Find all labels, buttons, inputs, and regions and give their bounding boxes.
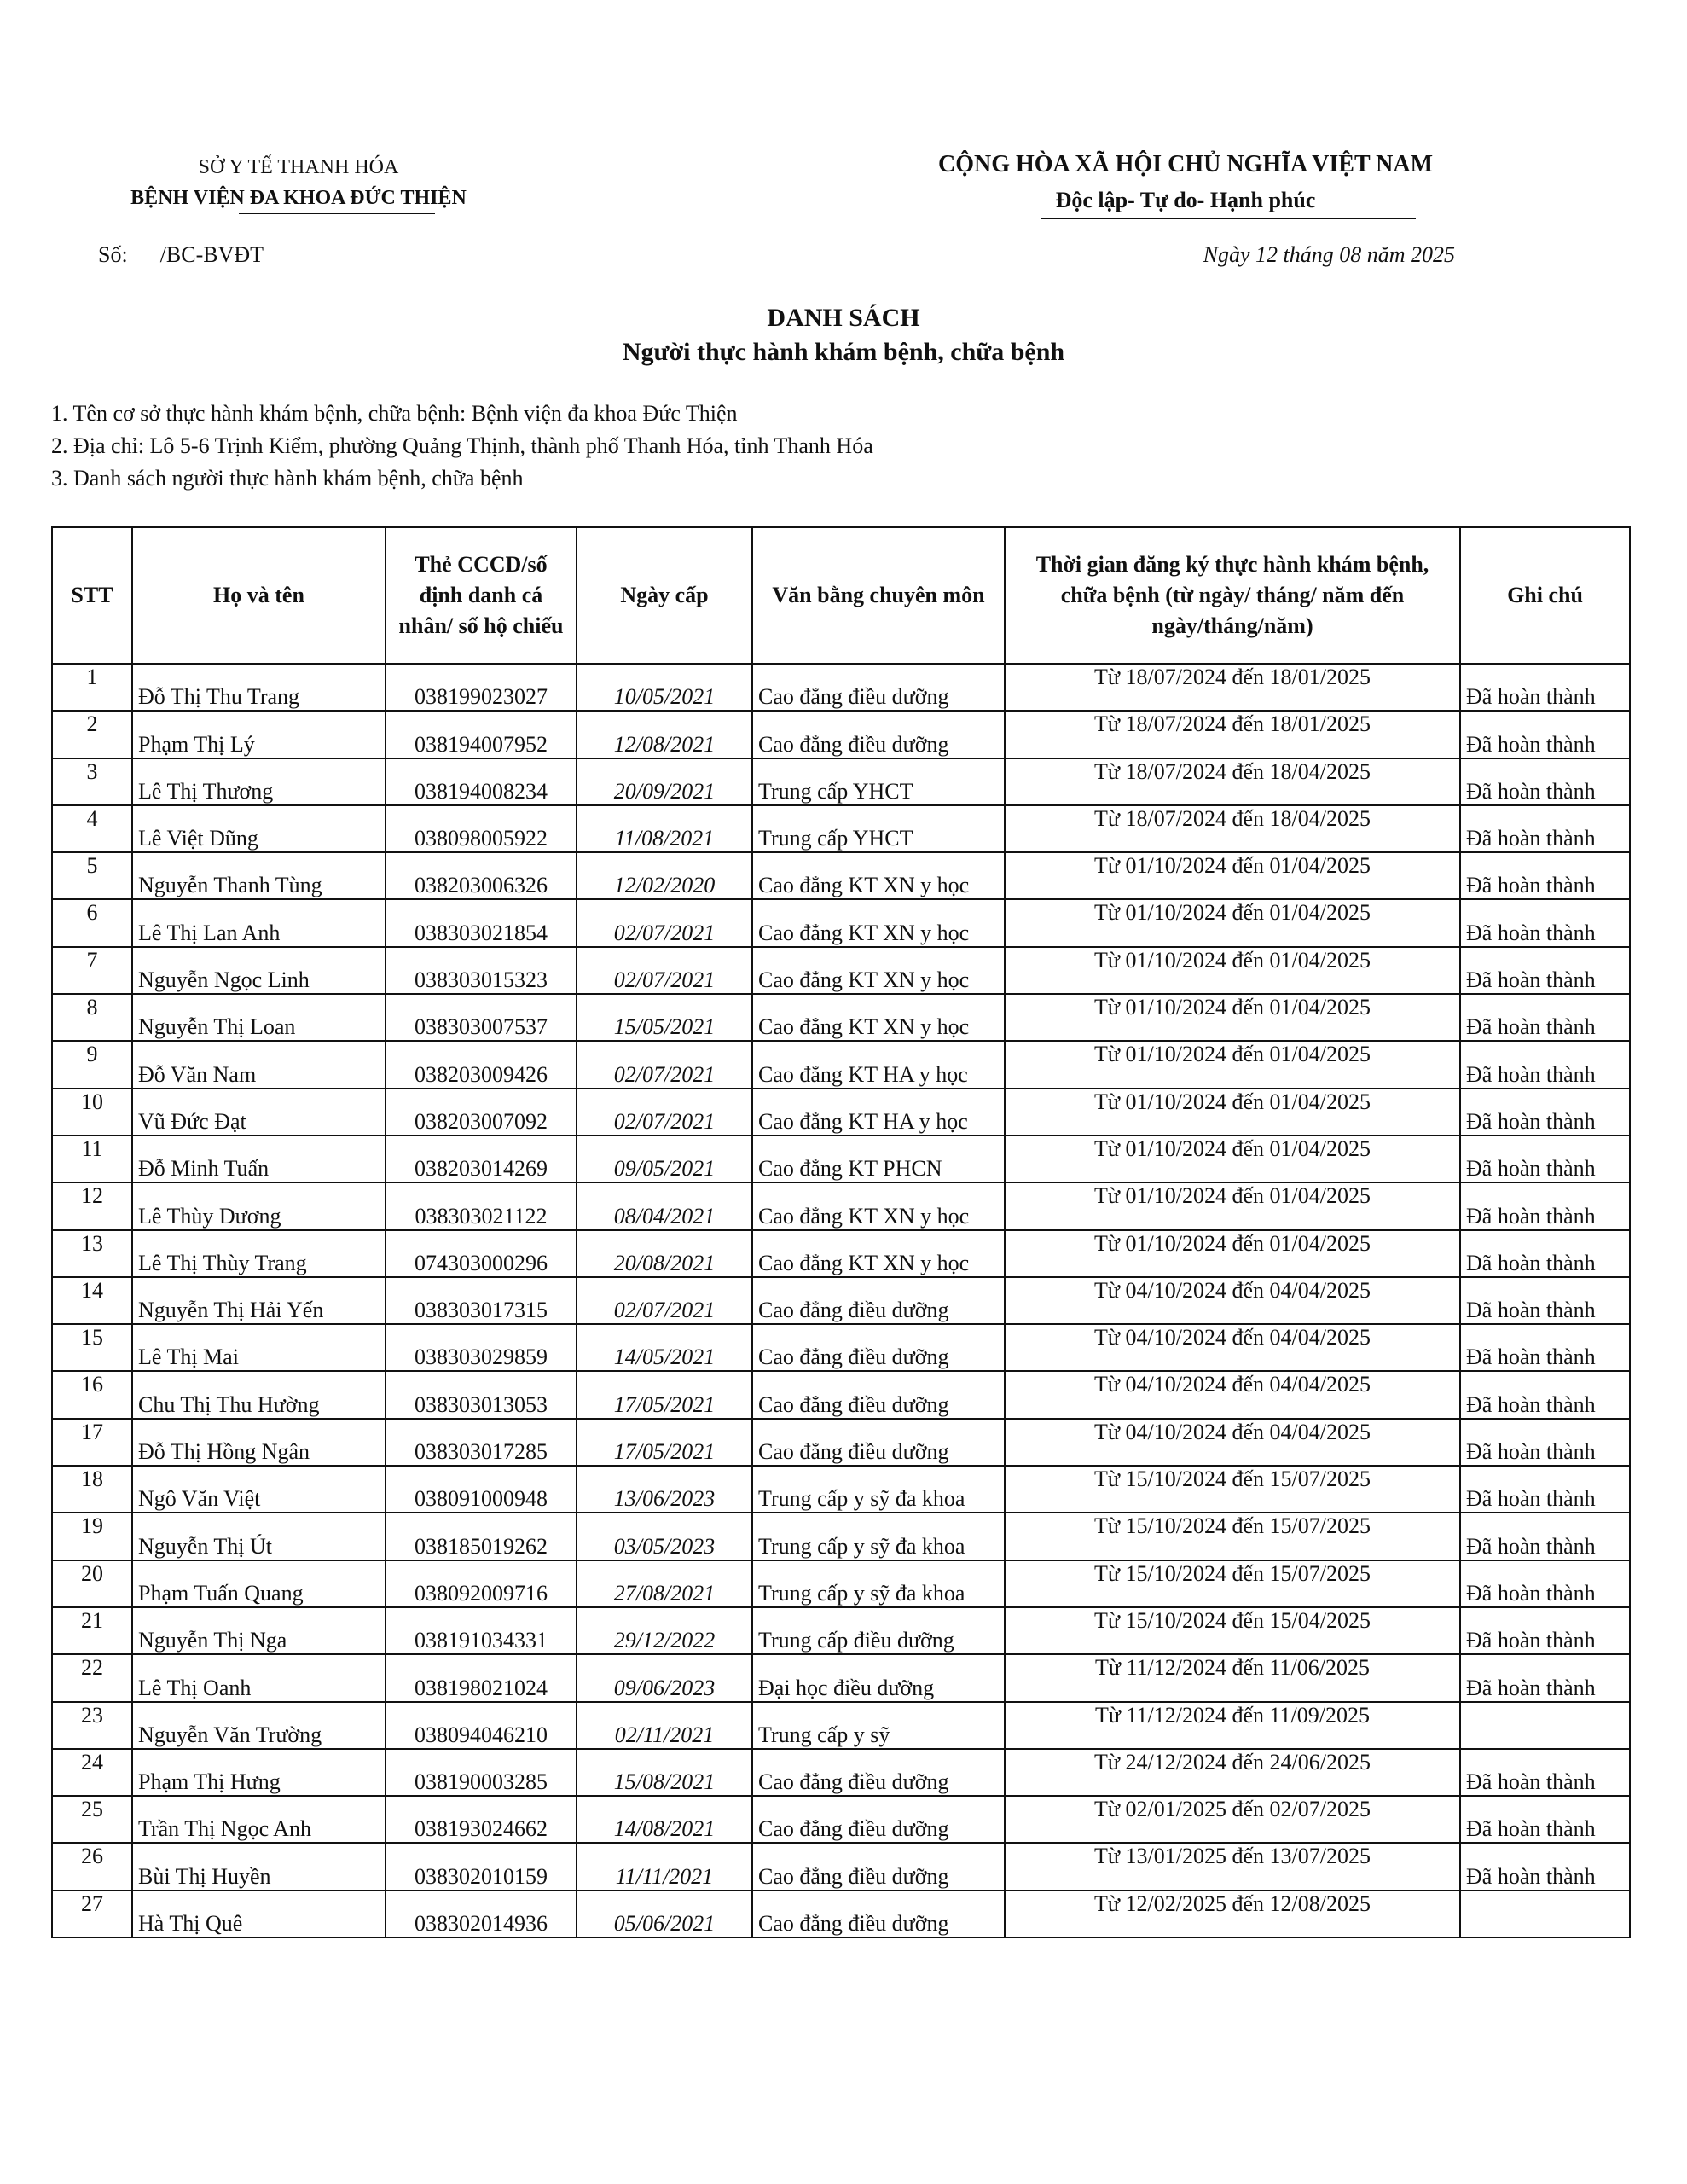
document-date: Ngày 12 tháng 08 năm 2025 <box>1203 242 1455 267</box>
person-name: Chu Thị Thu Hường <box>132 1371 386 1418</box>
id-number: 074303000296 <box>386 1230 577 1277</box>
table-row <box>52 1419 1630 1466</box>
issue-date: 11/08/2021 <box>577 805 752 852</box>
table-row <box>52 1654 1630 1701</box>
degree: Trung cấp y sỹ đa khoa <box>752 1466 1005 1513</box>
row-stt: 12 <box>52 1182 132 1229</box>
table-row <box>52 1136 1630 1182</box>
row-stt: 27 <box>52 1891 132 1937</box>
person-name: Nguyễn Ngọc Linh <box>132 947 386 994</box>
person-name: Lê Thị Thương <box>132 758 386 805</box>
country-name: CỘNG HÒA XÃ HỘI CHỦ NGHĨA VIỆT NAM <box>937 151 1434 177</box>
id-number: 038199023027 <box>386 664 577 711</box>
header-right-underline <box>1041 218 1416 219</box>
col-header-id: Thẻ CCCD/số định danh cá nhân/ số hộ chiếu <box>386 527 577 664</box>
table-row <box>52 1560 1630 1607</box>
row-stt: 24 <box>52 1749 132 1796</box>
note: Đã hoàn thành <box>1460 1230 1630 1277</box>
table-row <box>52 852 1630 899</box>
issue-date: 02/07/2021 <box>577 1277 752 1324</box>
practice-period: Từ 01/10/2024 đến 01/04/2025 <box>1005 1089 1460 1136</box>
row-stt: 20 <box>52 1560 132 1607</box>
issue-date: 14/08/2021 <box>577 1796 752 1843</box>
info-line-address: 2. Địa chỉ: Lô 5-6 Trịnh Kiểm, phường Quảng Thịnh, thành phố Thanh Hóa, tỉnh Thanh Hóa <box>51 433 873 458</box>
note: Đã hoàn thành <box>1460 1041 1630 1088</box>
table-row <box>52 1230 1630 1277</box>
degree: Cao đẳng KT XN y học <box>752 994 1005 1041</box>
table-row <box>52 1182 1630 1229</box>
table-row <box>52 1371 1630 1418</box>
note: Đã hoàn thành <box>1460 1796 1630 1843</box>
info-line-facility: 1. Tên cơ sở thực hành khám bệnh, chữa bệnh: Bệnh viện đa khoa Đức Thiện <box>51 401 738 426</box>
header-left-underline <box>239 213 435 214</box>
id-number: 038303015323 <box>386 947 577 994</box>
person-name: Nguyễn Thị Hải Yến <box>132 1277 386 1324</box>
document-number-value: /BC-BVĐT <box>159 242 264 267</box>
person-name: Ngô Văn Việt <box>132 1466 386 1513</box>
person-name: Lê Thị Mai <box>132 1324 386 1371</box>
practice-period: Từ 12/02/2025 đến 12/08/2025 <box>1005 1891 1460 1937</box>
degree: Cao đẳng KT XN y học <box>752 852 1005 899</box>
practice-period: Từ 01/10/2024 đến 01/04/2025 <box>1005 1136 1460 1182</box>
id-number: 038185019262 <box>386 1513 577 1560</box>
degree: Trung cấp YHCT <box>752 805 1005 852</box>
note: Đã hoàn thành <box>1460 1466 1630 1513</box>
id-number: 038191034331 <box>386 1607 577 1654</box>
table-row <box>52 994 1630 1041</box>
row-stt: 15 <box>52 1324 132 1371</box>
table-row <box>52 1513 1630 1560</box>
degree: Trung cấp điều dưỡng <box>752 1607 1005 1654</box>
id-number: 038303021122 <box>386 1182 577 1229</box>
table-row <box>52 1466 1630 1513</box>
issue-date: 12/02/2020 <box>577 852 752 899</box>
national-motto <box>921 147 1450 218</box>
note: Đã hoàn thành <box>1460 1607 1630 1654</box>
practice-period: Từ 18/07/2024 đến 18/04/2025 <box>1005 805 1460 852</box>
document-title: DANH SÁCH <box>767 304 920 332</box>
degree: Cao đẳng điều dưỡng <box>752 1749 1005 1796</box>
table-row <box>52 1749 1630 1796</box>
note: Đã hoàn thành <box>1460 1136 1630 1182</box>
person-name: Đỗ Thị Hồng Ngân <box>132 1419 386 1466</box>
id-number: 038203014269 <box>386 1136 577 1182</box>
degree: Cao đẳng điều dưỡng <box>752 1843 1005 1890</box>
id-number: 038303017285 <box>386 1419 577 1466</box>
id-number: 038194008234 <box>386 758 577 805</box>
practice-period: Từ 11/12/2024 đến 11/06/2025 <box>1005 1654 1460 1701</box>
note: Đã hoàn thành <box>1460 1560 1630 1607</box>
row-stt: 9 <box>52 1041 132 1088</box>
note: Đã hoàn thành <box>1460 1089 1630 1136</box>
row-stt: 26 <box>52 1843 132 1890</box>
table-row <box>52 947 1630 994</box>
row-stt: 6 <box>52 899 132 946</box>
practice-period: Từ 01/10/2024 đến 01/04/2025 <box>1005 1182 1460 1229</box>
person-name: Nguyễn Thị Loan <box>132 994 386 1041</box>
row-stt: 21 <box>52 1607 132 1654</box>
col-header-name: Họ và tên <box>132 527 386 664</box>
issue-date: 05/06/2021 <box>577 1891 752 1937</box>
issue-date: 09/05/2021 <box>577 1136 752 1182</box>
row-stt: 14 <box>52 1277 132 1324</box>
note: Đã hoàn thành <box>1460 1749 1630 1796</box>
person-name: Đỗ Thị Thu Trang <box>132 664 386 711</box>
practice-period: Từ 15/10/2024 đến 15/07/2025 <box>1005 1513 1460 1560</box>
table-row <box>52 899 1630 946</box>
person-name: Lê Thị Thùy Trang <box>132 1230 386 1277</box>
person-name: Nguyễn Thanh Tùng <box>132 852 386 899</box>
practice-period: Từ 13/01/2025 đến 13/07/2025 <box>1005 1843 1460 1890</box>
practice-period: Từ 01/10/2024 đến 01/04/2025 <box>1005 1041 1460 1088</box>
id-number: 038303013053 <box>386 1371 577 1418</box>
person-name: Hà Thị Quê <box>132 1891 386 1937</box>
issue-date: 14/05/2021 <box>577 1324 752 1371</box>
id-number: 038091000948 <box>386 1466 577 1513</box>
col-header-issue-date: Ngày cấp <box>577 527 752 664</box>
row-stt: 25 <box>52 1796 132 1843</box>
col-header-stt: STT <box>52 527 132 664</box>
note: Đã hoàn thành <box>1460 852 1630 899</box>
degree: Cao đẳng điều dưỡng <box>752 1371 1005 1418</box>
note: Đã hoàn thành <box>1460 805 1630 852</box>
issue-date: 02/07/2021 <box>577 1089 752 1136</box>
person-name: Phạm Tuấn Quang <box>132 1560 386 1607</box>
row-stt: 2 <box>52 711 132 758</box>
row-stt: 18 <box>52 1466 132 1513</box>
practice-period: Từ 11/12/2024 đến 11/09/2025 <box>1005 1702 1460 1749</box>
practice-period: Từ 01/10/2024 đến 01/04/2025 <box>1005 852 1460 899</box>
person-name: Trần Thị Ngọc Anh <box>132 1796 386 1843</box>
degree: Cao đẳng KT HA y học <box>752 1089 1005 1136</box>
practice-period: Từ 04/10/2024 đến 04/04/2025 <box>1005 1277 1460 1324</box>
table-row <box>52 1607 1630 1654</box>
table-body <box>52 664 1630 1937</box>
person-name: Đỗ Văn Nam <box>132 1041 386 1088</box>
degree: Cao đẳng điều dưỡng <box>752 664 1005 711</box>
issue-date: 08/04/2021 <box>577 1182 752 1229</box>
note: Đã hoàn thành <box>1460 994 1630 1041</box>
issue-date: 02/07/2021 <box>577 1041 752 1088</box>
table-row <box>52 1041 1630 1088</box>
col-header-note: Ghi chú <box>1460 527 1630 664</box>
note: Đã hoàn thành <box>1460 1843 1630 1890</box>
id-number: 038094046210 <box>386 1702 577 1749</box>
practice-period: Từ 04/10/2024 đến 04/04/2025 <box>1005 1419 1460 1466</box>
id-number: 038203007092 <box>386 1089 577 1136</box>
id-number: 038203006326 <box>386 852 577 899</box>
note: Đã hoàn thành <box>1460 1182 1630 1229</box>
issue-date: 20/09/2021 <box>577 758 752 805</box>
col-header-period: Thời gian đăng ký thực hành khám bệnh, chữa bệnh (từ ngày/ tháng/ năm đến ngày/tháng/năm) <box>1005 527 1460 664</box>
issue-date: 27/08/2021 <box>577 1560 752 1607</box>
issue-date: 12/08/2021 <box>577 711 752 758</box>
note <box>1460 1702 1630 1749</box>
id-number: 038098005922 <box>386 805 577 852</box>
table-row <box>52 805 1630 852</box>
table-row <box>52 1089 1630 1136</box>
issuing-organization <box>128 152 469 213</box>
table-row <box>52 1843 1630 1890</box>
issue-date: 17/05/2021 <box>577 1419 752 1466</box>
person-name: Đỗ Minh Tuấn <box>132 1136 386 1182</box>
note: Đã hoàn thành <box>1460 1324 1630 1371</box>
row-stt: 17 <box>52 1419 132 1466</box>
practice-period: Từ 18/07/2024 đến 18/04/2025 <box>1005 758 1460 805</box>
id-number: 038193024662 <box>386 1796 577 1843</box>
motto: Độc lập- Tự do- Hạnh phúc <box>1055 188 1316 212</box>
degree: Trung cấp y sỹ <box>752 1702 1005 1749</box>
id-number: 038303021854 <box>386 899 577 946</box>
row-stt: 13 <box>52 1230 132 1277</box>
issue-date: 10/05/2021 <box>577 664 752 711</box>
practice-period: Từ 02/01/2025 đến 02/07/2025 <box>1005 1796 1460 1843</box>
person-name: Phạm Thị Lý <box>132 711 386 758</box>
degree: Cao đẳng điều dưỡng <box>752 1277 1005 1324</box>
degree: Trung cấp y sỹ đa khoa <box>752 1560 1005 1607</box>
issue-date: 02/11/2021 <box>577 1702 752 1749</box>
row-stt: 10 <box>52 1089 132 1136</box>
practice-period: Từ 15/10/2024 đến 15/07/2025 <box>1005 1466 1460 1513</box>
row-stt: 8 <box>52 994 132 1041</box>
practice-period: Từ 15/10/2024 đến 15/04/2025 <box>1005 1607 1460 1654</box>
info-line-list: 3. Danh sách người thực hành khám bệnh, chữa bệnh <box>51 466 524 491</box>
person-name: Lê Thị Lan Anh <box>132 899 386 946</box>
practice-period: Từ 01/10/2024 đến 01/04/2025 <box>1005 1230 1460 1277</box>
row-stt: 1 <box>52 664 132 711</box>
degree: Cao đẳng điều dưỡng <box>752 1796 1005 1843</box>
table-row <box>52 1277 1630 1324</box>
practitioner-table <box>51 526 1631 1938</box>
id-number: 038303029859 <box>386 1324 577 1371</box>
practice-period: Từ 24/12/2024 đến 24/06/2025 <box>1005 1749 1460 1796</box>
person-name: Nguyễn Thị Út <box>132 1513 386 1560</box>
id-number: 038198021024 <box>386 1654 577 1701</box>
note: Đã hoàn thành <box>1460 947 1630 994</box>
table-row <box>52 1796 1630 1843</box>
issue-date: 02/07/2021 <box>577 947 752 994</box>
person-name: Phạm Thị Hưng <box>132 1749 386 1796</box>
person-name: Lê Thùy Dương <box>132 1182 386 1229</box>
degree: Cao đẳng điều dưỡng <box>752 1891 1005 1937</box>
row-stt: 4 <box>52 805 132 852</box>
note: Đã hoàn thành <box>1460 1654 1630 1701</box>
table-row <box>52 711 1630 758</box>
hospital-name: BỆNH VIỆN ĐA KHOA ĐỨC THIỆN <box>130 187 467 209</box>
note: Đã hoàn thành <box>1460 1419 1630 1466</box>
degree: Đại học điều dưỡng <box>752 1654 1005 1701</box>
issue-date: 09/06/2023 <box>577 1654 752 1701</box>
degree: Cao đẳng KT XN y học <box>752 1230 1005 1277</box>
note: Đã hoàn thành <box>1460 758 1630 805</box>
department-name: SỞ Y TẾ THANH HÓA <box>198 156 399 178</box>
document-subtitle: Người thực hành khám bệnh, chữa bệnh <box>622 338 1065 366</box>
issue-date: 29/12/2022 <box>577 1607 752 1654</box>
degree: Trung cấp y sỹ đa khoa <box>752 1513 1005 1560</box>
row-stt: 22 <box>52 1654 132 1701</box>
practice-period: Từ 04/10/2024 đến 04/04/2025 <box>1005 1324 1460 1371</box>
person-name: Nguyễn Văn Trường <box>132 1702 386 1749</box>
table-row <box>52 664 1630 711</box>
degree: Cao đẳng KT XN y học <box>752 947 1005 994</box>
degree: Cao đẳng KT XN y học <box>752 1182 1005 1229</box>
note: Đã hoàn thành <box>1460 711 1630 758</box>
id-number: 038302014936 <box>386 1891 577 1937</box>
id-number: 038303007537 <box>386 994 577 1041</box>
issue-date: 02/07/2021 <box>577 899 752 946</box>
note: Đã hoàn thành <box>1460 1513 1630 1560</box>
note <box>1460 1891 1630 1937</box>
degree: Cao đẳng KT PHCN <box>752 1136 1005 1182</box>
issue-date: 20/08/2021 <box>577 1230 752 1277</box>
issue-date: 17/05/2021 <box>577 1371 752 1418</box>
person-name: Bùi Thị Huyền <box>132 1843 386 1890</box>
document-number-label: Số: <box>98 242 128 267</box>
practice-period: Từ 15/10/2024 đến 15/07/2025 <box>1005 1560 1460 1607</box>
degree: Cao đẳng KT HA y học <box>752 1041 1005 1088</box>
note: Đã hoàn thành <box>1460 664 1630 711</box>
issue-date: 11/11/2021 <box>577 1843 752 1890</box>
practice-period: Từ 18/07/2024 đến 18/01/2025 <box>1005 664 1460 711</box>
id-number: 038092009716 <box>386 1560 577 1607</box>
row-stt: 5 <box>52 852 132 899</box>
issue-date: 03/05/2023 <box>577 1513 752 1560</box>
note: Đã hoàn thành <box>1460 1277 1630 1324</box>
practice-period: Từ 18/07/2024 đến 18/01/2025 <box>1005 711 1460 758</box>
col-header-degree: Văn bằng chuyên môn <box>752 527 1005 664</box>
person-name: Lê Thị Oanh <box>132 1654 386 1701</box>
practice-period: Từ 01/10/2024 đến 01/04/2025 <box>1005 947 1460 994</box>
row-stt: 3 <box>52 758 132 805</box>
person-name: Nguyễn Thị Nga <box>132 1607 386 1654</box>
practice-period: Từ 01/10/2024 đến 01/04/2025 <box>1005 899 1460 946</box>
degree: Cao đẳng điều dưỡng <box>752 1419 1005 1466</box>
table-header-row <box>52 527 1630 664</box>
row-stt: 7 <box>52 947 132 994</box>
id-number: 038303017315 <box>386 1277 577 1324</box>
table-row <box>52 1324 1630 1371</box>
id-number: 038194007952 <box>386 711 577 758</box>
degree: Cao đẳng KT XN y học <box>752 899 1005 946</box>
row-stt: 11 <box>52 1136 132 1182</box>
issue-date: 15/08/2021 <box>577 1749 752 1796</box>
id-number: 038203009426 <box>386 1041 577 1088</box>
person-name: Vũ Đức Đạt <box>132 1089 386 1136</box>
row-stt: 16 <box>52 1371 132 1418</box>
person-name: Lê Việt Dũng <box>132 805 386 852</box>
degree: Cao đẳng điều dưỡng <box>752 1324 1005 1371</box>
id-number: 038302010159 <box>386 1843 577 1890</box>
row-stt: 19 <box>52 1513 132 1560</box>
issue-date: 13/06/2023 <box>577 1466 752 1513</box>
table-row <box>52 1702 1630 1749</box>
practice-period: Từ 04/10/2024 đến 04/04/2025 <box>1005 1371 1460 1418</box>
row-stt: 23 <box>52 1702 132 1749</box>
table-row <box>52 1891 1630 1937</box>
degree: Cao đẳng điều dưỡng <box>752 711 1005 758</box>
degree: Trung cấp YHCT <box>752 758 1005 805</box>
id-number: 038190003285 <box>386 1749 577 1796</box>
issue-date: 15/05/2021 <box>577 994 752 1041</box>
note: Đã hoàn thành <box>1460 899 1630 946</box>
document-number <box>98 242 264 268</box>
note: Đã hoàn thành <box>1460 1371 1630 1418</box>
table-row <box>52 758 1630 805</box>
practice-period: Từ 01/10/2024 đến 01/04/2025 <box>1005 994 1460 1041</box>
